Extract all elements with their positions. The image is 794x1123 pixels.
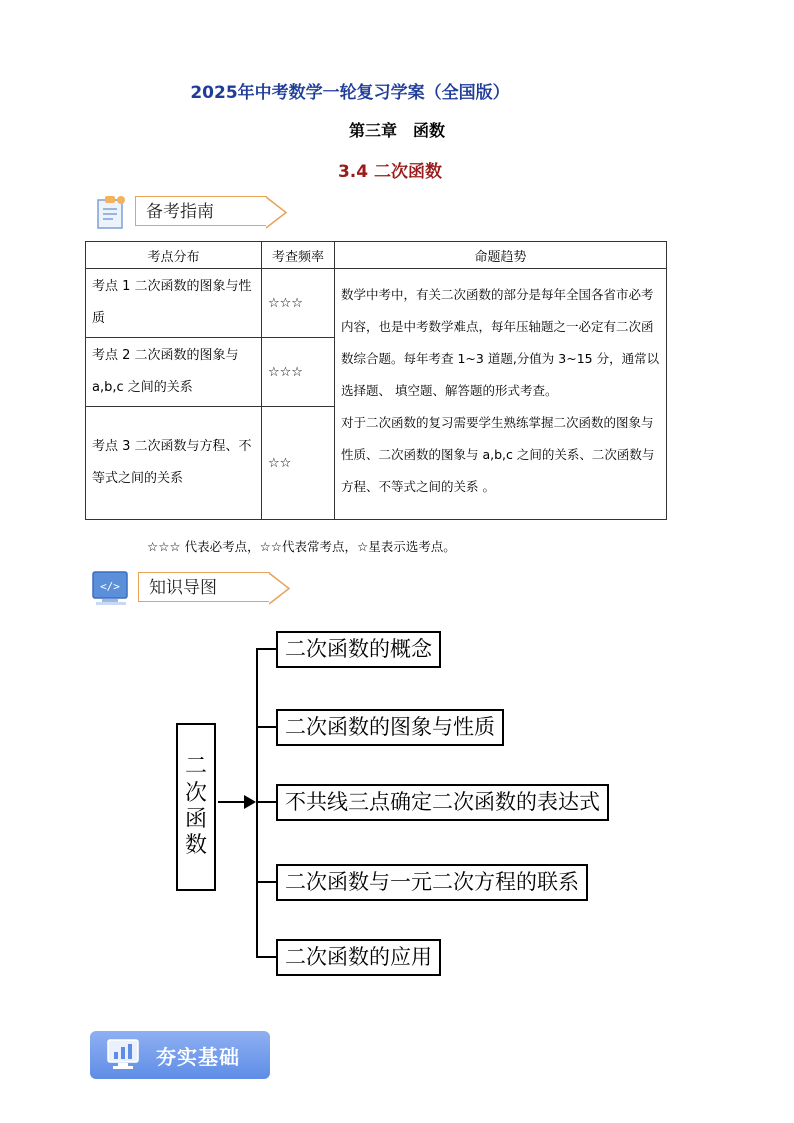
trend-paragraph: 对于二次函数的复习需要学生熟练掌握二次函数的图象与性质、二次函数的图象与 a,b,c 之间的关系、二次函数与方程、不等式之间的关系 。 <box>341 415 655 494</box>
mindmap-banner-label: 知识导图 <box>138 572 270 602</box>
guide-banner-label: 备考指南 <box>135 196 267 226</box>
mindmap-branch: 二次函数的应用 <box>276 939 441 976</box>
clipboard-icon <box>95 194 129 230</box>
connector-line <box>256 801 276 803</box>
connector-line <box>256 881 276 883</box>
foundation-badge <box>90 1031 270 1079</box>
root-char: 次 <box>184 780 207 806</box>
mindmap-banner <box>92 570 277 606</box>
section-heading: 3.4 二次函数 <box>337 162 443 182</box>
banner-arrow-icon <box>269 572 291 605</box>
root-char: 二 <box>184 754 207 780</box>
mindmap-branch: 二次函数的图象与性质 <box>276 709 504 746</box>
chapter-heading <box>0 118 794 141</box>
root-char: 数 <box>184 833 207 859</box>
table-header: 考点分布 <box>86 242 262 269</box>
exam-frequency: ☆☆ <box>262 407 335 520</box>
arrow-head-icon <box>244 795 256 809</box>
mindmap-branch: 二次函数的概念 <box>276 631 441 668</box>
table-header: 考查频率 <box>262 242 335 269</box>
star-legend: ☆☆☆ 代表必考点，☆☆代表常考点，☆星表示选考点。 <box>147 539 456 554</box>
chart-monitor-icon <box>106 1038 144 1072</box>
exam-frequency: ☆☆☆ <box>262 338 335 407</box>
exam-point: 考点 1 二次函数的图象与性质 <box>86 269 262 338</box>
root-char: 函 <box>184 807 207 832</box>
trend-paragraph: 数学中考中，有关二次函数的部分是每年全国各省市必考内容，也是中考数学难点，每年压轴题之一必定有二次函数综合题。每年考查 1~3 道题,分值为 3~15 分，通常以选择题、 填空题、解答题的形式考查。 <box>341 287 660 398</box>
guide-banner <box>95 194 275 230</box>
mindmap-branch: 二次函数与一元二次方程的联系 <box>276 864 588 901</box>
table-header-row <box>86 242 667 269</box>
document-title: 2025年中考数学一轮复习学案（全国版） <box>190 83 510 103</box>
connector-line <box>256 726 276 728</box>
connector-spine <box>256 648 258 958</box>
exam-table <box>85 241 667 520</box>
chapter-number: 第三章 <box>348 121 397 140</box>
foundation-badge-label: 夯实基础 <box>156 1045 240 1069</box>
exam-point: 考点 2 二次函数的图象与a,b,c 之间的关系 <box>86 338 262 407</box>
code-monitor-icon <box>92 570 132 608</box>
table-header: 命题趋势 <box>335 242 667 269</box>
connector-line <box>256 648 276 650</box>
exam-point: 考点 3 二次函数与方程、不等式之间的关系 <box>86 407 262 520</box>
svg-text:</>: </> <box>100 580 120 593</box>
mindmap-branch: 不共线三点确定二次函数的表达式 <box>276 784 609 821</box>
banner-arrow-icon <box>266 196 288 229</box>
exam-trend <box>335 269 667 520</box>
table-row <box>86 269 667 338</box>
connector-line <box>256 956 276 958</box>
chapter-name: 函数 <box>413 121 446 140</box>
mindmap-root <box>176 723 216 891</box>
exam-frequency: ☆☆☆ <box>262 269 335 338</box>
